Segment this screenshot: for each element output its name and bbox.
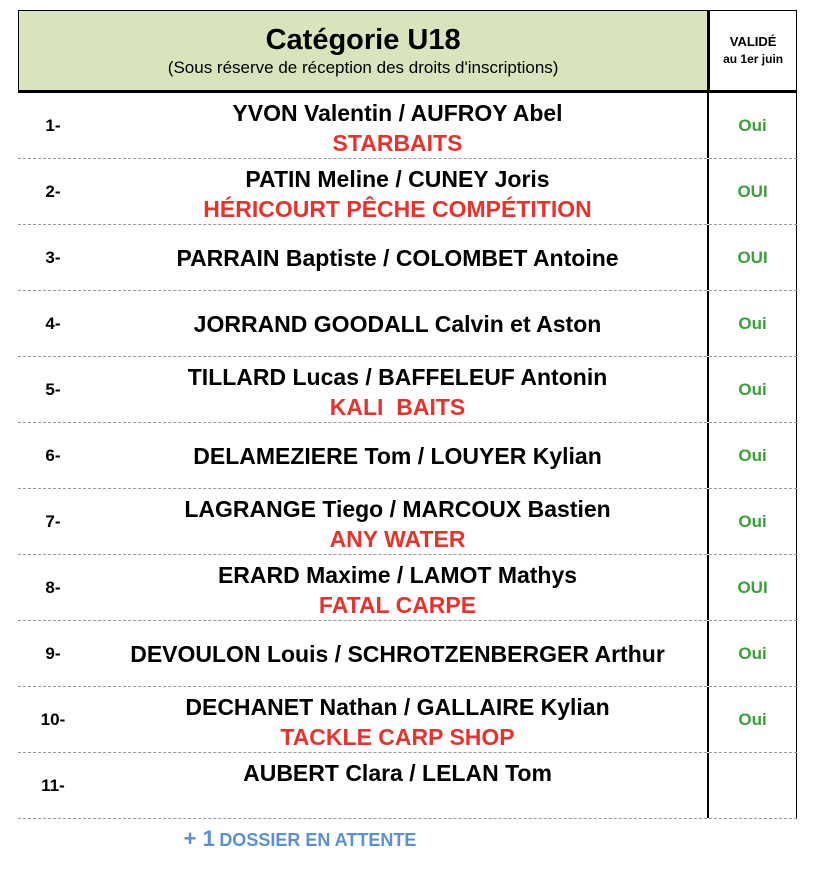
validation-status: Oui [707, 687, 797, 752]
team-members: PARRAIN Baptiste / COLOMBET Antoine [176, 244, 619, 271]
pending-text: DOSSIER EN ATTENTE [219, 830, 417, 850]
validated-label: VALIDÉ [729, 33, 777, 49]
pending-count: + 1 [183, 826, 215, 851]
table-row [18, 753, 797, 819]
registration-sheet [18, 10, 797, 819]
validation-status: Oui [707, 423, 797, 488]
team-sponsor: STARBAITS [332, 130, 463, 156]
row-number: 2- [45, 181, 61, 201]
team-cell [88, 291, 707, 356]
team-members: JORRAND GOODALL Calvin et Aston [193, 310, 602, 337]
row-number: 6- [45, 445, 61, 465]
team-sponsor: HÉRICOURT PÊCHE COMPÉTITION [203, 196, 592, 222]
team-members: ERARD Maxime / LAMOT Mathys [217, 562, 578, 588]
validation-status: Oui [707, 489, 797, 554]
team-members: LAGRANGE Tiego / MARCOUX Bastien [184, 496, 611, 522]
team-sponsor: KALI BAITS [329, 394, 466, 420]
team-members: PATIN Meline / CUNEY Joris [245, 166, 550, 192]
validated-date: au 1er juin [723, 51, 784, 66]
validation-status: Oui [707, 93, 797, 158]
table-row [18, 357, 797, 423]
row-number: 3- [45, 247, 61, 267]
team-cell [88, 93, 707, 158]
row-number: 8- [45, 577, 61, 597]
table-row [18, 489, 797, 555]
validation-status: OUI [707, 555, 797, 620]
table-row [18, 291, 797, 357]
table-row [18, 159, 797, 225]
validation-status: OUI [707, 159, 797, 224]
team-members: YVON Valentin / AUFROY Abel [232, 100, 563, 126]
table-row [18, 555, 797, 621]
validation-status: Oui [707, 621, 797, 686]
table-header [18, 10, 797, 91]
team-members: DELAMEZIERE Tom / LOUYER Kylian [193, 442, 602, 469]
team-cell [88, 357, 707, 422]
row-number: 5- [45, 379, 61, 399]
team-cell [88, 753, 707, 818]
team-sponsor: FATAL CARPE [318, 592, 477, 618]
category-title: Catégorie U18 [265, 23, 461, 56]
team-cell [88, 225, 707, 290]
category-header [18, 10, 708, 91]
table-row [18, 687, 797, 753]
team-members: DEVOULON Louis / SCHROTZENBERGER Arthur [130, 640, 665, 667]
validation-status: Oui [707, 357, 797, 422]
validated-header [708, 10, 797, 91]
row-number: 9- [45, 643, 61, 663]
team-cell [88, 687, 707, 752]
team-members: DECHANET Nathan / GALLAIRE Kylian [185, 694, 610, 720]
team-cell [88, 423, 707, 488]
validation-status: Oui [707, 291, 797, 356]
team-sponsor: TACKLE CARP SHOP [280, 724, 515, 750]
team-list [18, 91, 797, 819]
table-row [18, 91, 797, 159]
row-number: 10- [40, 709, 66, 729]
table-row [18, 225, 797, 291]
team-cell [88, 489, 707, 554]
pending-note [0, 826, 600, 852]
team-members: TILLARD Lucas / BAFFELEUF Antonin [187, 364, 608, 390]
team-cell [88, 555, 707, 620]
table-row [18, 423, 797, 489]
row-number: 7- [45, 511, 61, 531]
category-subtitle: (Sous réserve de réception des droits d'inscriptions) [167, 57, 559, 77]
row-number: 4- [45, 313, 61, 333]
team-cell [88, 621, 707, 686]
team-members: AUBERT Clara / LELAN Tom [243, 760, 552, 786]
table-row [18, 621, 797, 687]
validation-status: OUI [707, 225, 797, 290]
row-number: 11- [41, 775, 65, 795]
team-cell [88, 159, 707, 224]
validation-status [707, 753, 797, 818]
row-number: 1- [45, 115, 61, 135]
team-sponsor: ANY WATER [329, 526, 466, 552]
